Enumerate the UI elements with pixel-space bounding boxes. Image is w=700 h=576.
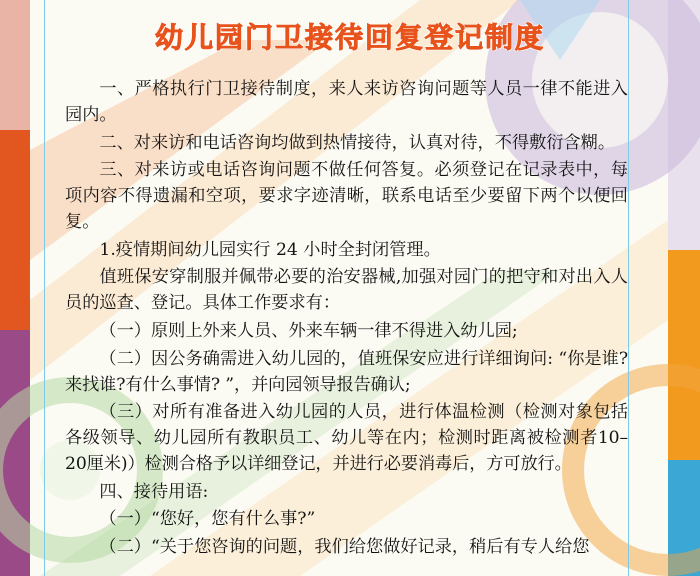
guide-line-left xyxy=(44,0,45,576)
paragraph: （三）对所有准备进入幼儿园的人员，进行体温检测（检测对象包括各级领导、幼儿园所有教职员工、幼儿等在内；检测时距离被检测者10–20厘米)）检测合格予以详细登记，并进行必要消毒后，方可放行。 xyxy=(65,402,628,475)
page-title: 幼儿园门卫接待回复登记制度 xyxy=(154,21,545,54)
paragraph: 一、严格执行门卫接待制度，来人来访咨询问题等人员一律不能进入园内。 xyxy=(65,79,628,125)
paragraph: 1.疫情期间幼儿园实行 24 小时全封闭管理。 xyxy=(99,239,441,260)
guide-line-right xyxy=(628,0,629,576)
document-body xyxy=(65,76,628,562)
paragraph: （二）因公务确需进入幼儿园的，值班保安应进行详细询问: “你是谁?来找谁?有什么事情? ”，并向园领导报告确认; xyxy=(65,348,628,395)
paragraph: 二、对来访和电话咨询均做到热情接待，认真对待，不得敷衍含糊。 xyxy=(99,132,616,153)
paragraph: 四、接待用语: xyxy=(99,481,209,502)
paragraph: （一）“您好，您有什么事?” xyxy=(99,509,316,530)
paragraph: （一）原则上外来人员、外来车辆一律不得进入幼儿园; xyxy=(99,320,518,341)
paragraph: （二）“关于您咨询的问题，我们给您做好记录，稍后有专人给您 xyxy=(99,536,590,557)
paragraph: 三、对来访或电话咨询问题不做任何答复。必须登记在记录表中，每项内容不得遗漏和空项，要求字迹清晰，联系电话至少要留下两个以便回复。 xyxy=(65,160,628,233)
paragraph: 值班保安穿制服并佩带必要的治安器械,加强对园门的把守和对出入人员的巡查、登记。具体工作要求有： xyxy=(65,267,628,314)
